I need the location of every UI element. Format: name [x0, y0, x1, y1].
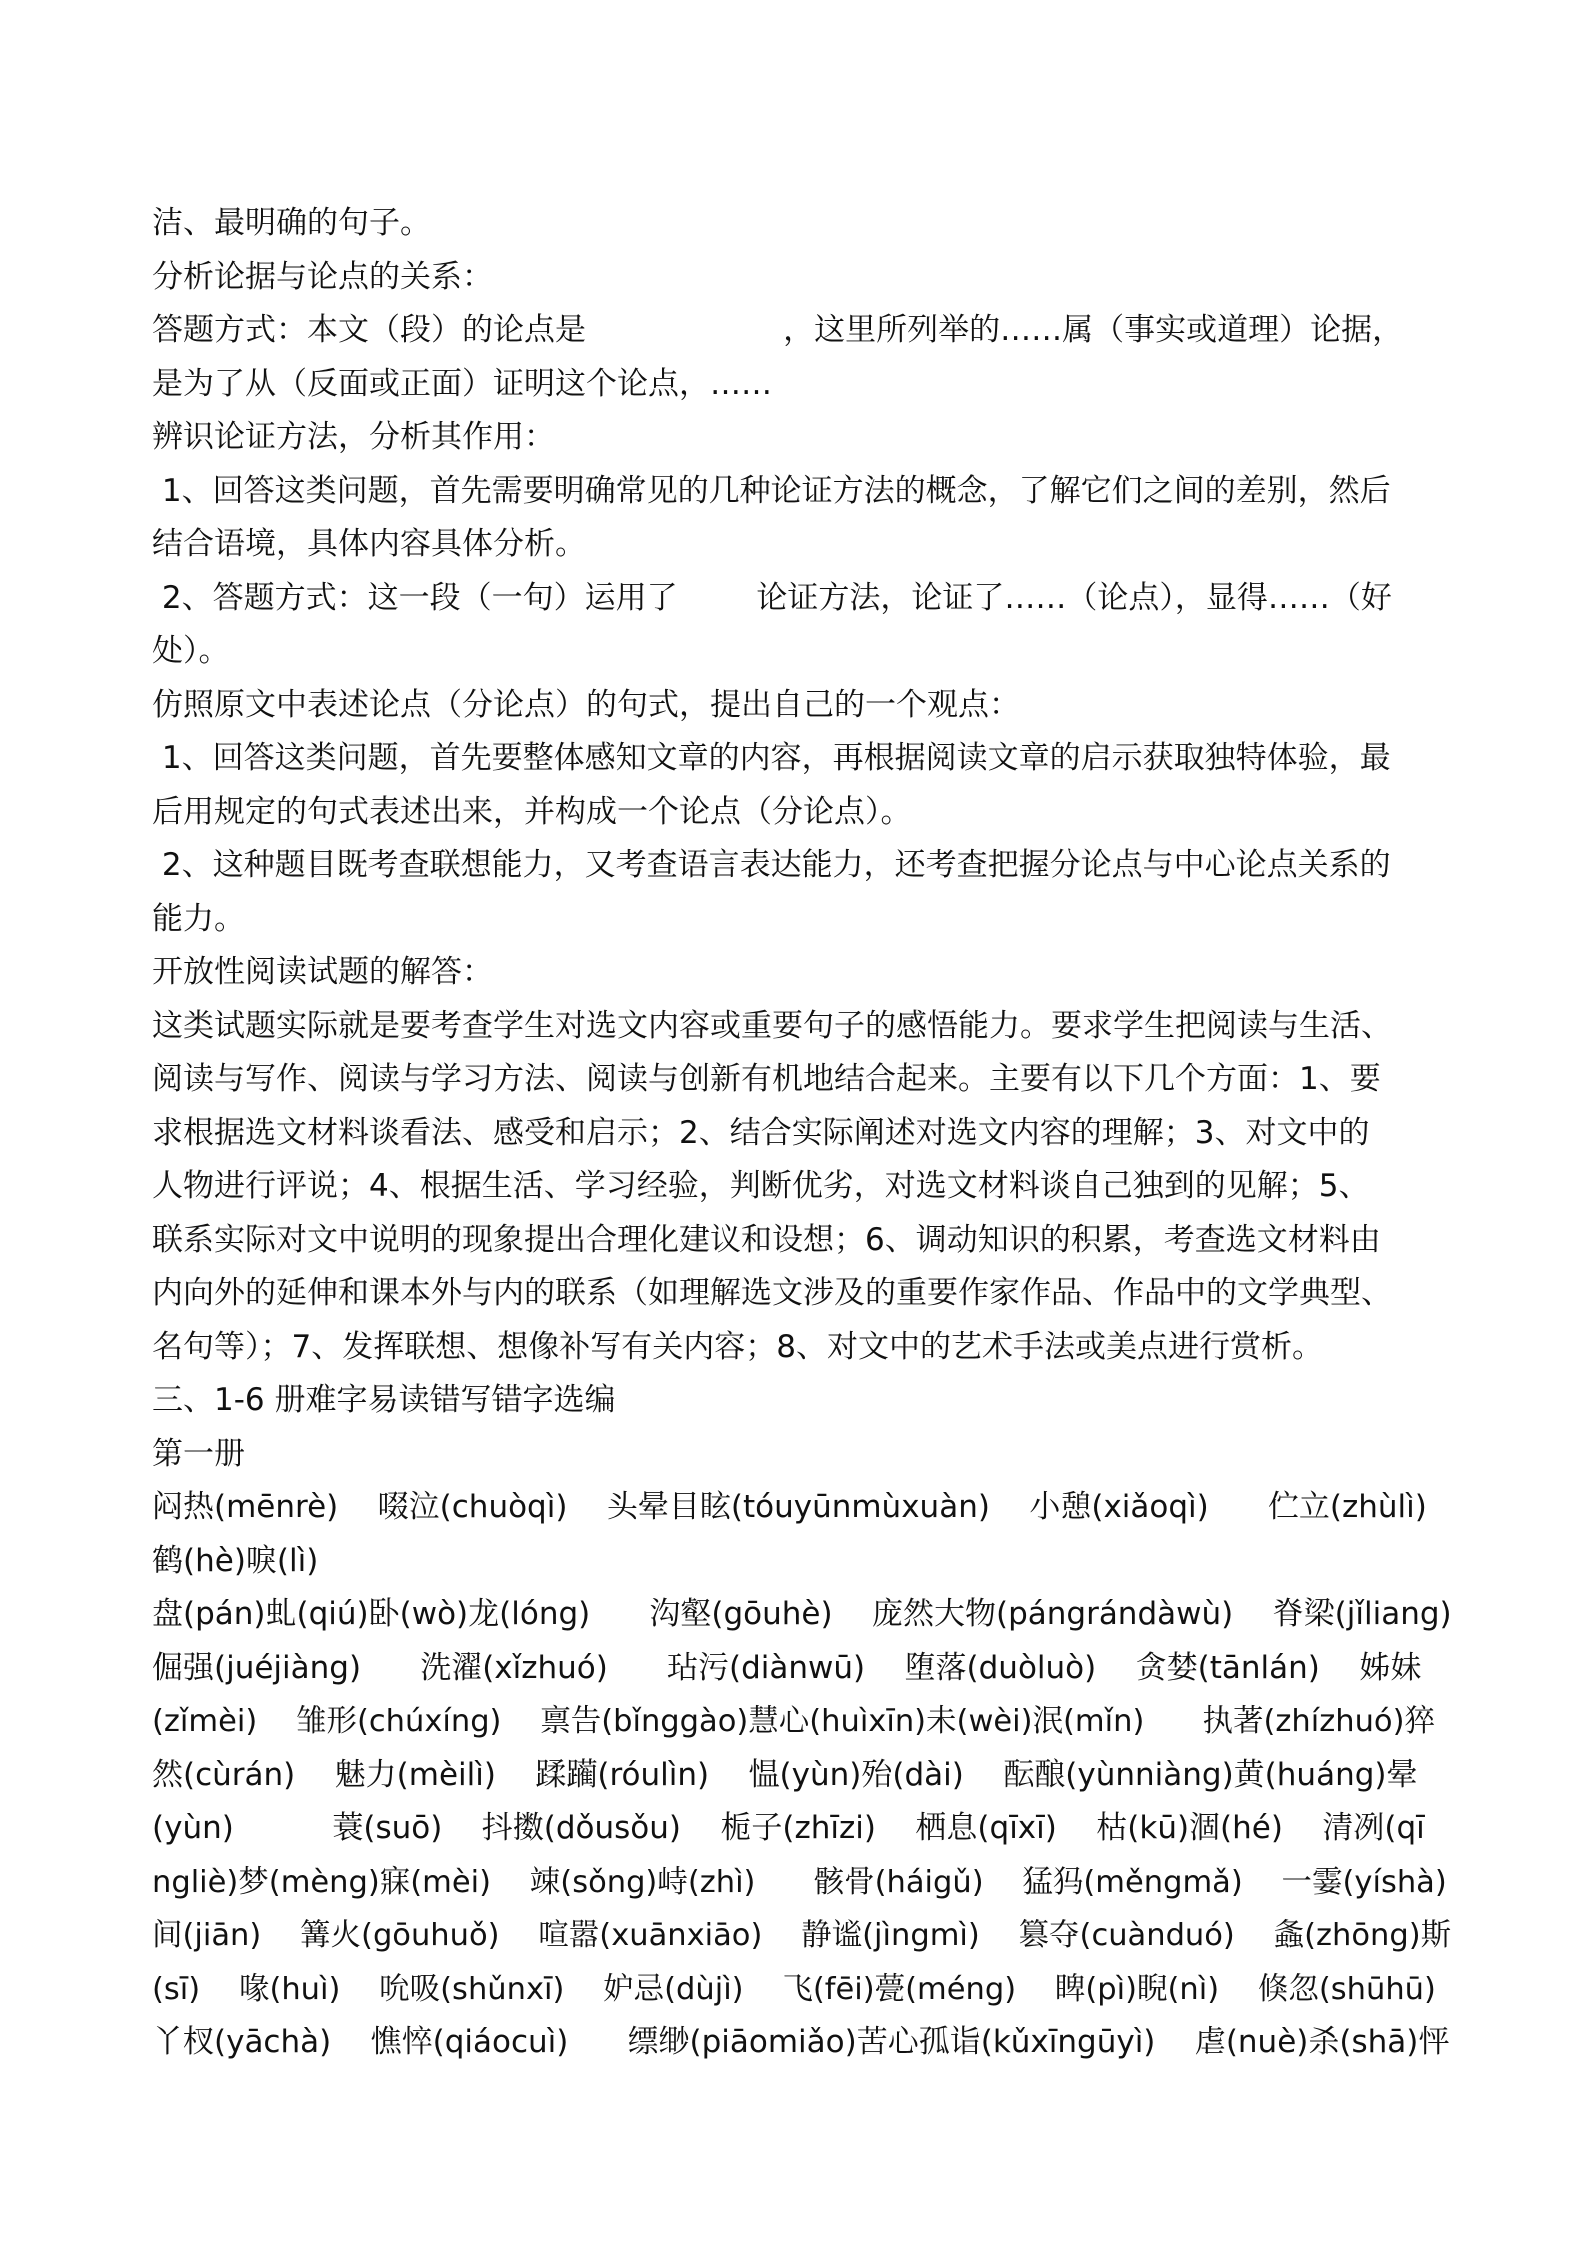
text-line: 后用规定的句式表述出来，并构成一个论点（分论点）。 — [152, 793, 912, 830]
vocab-line: ngliè)梦(mèng)寐(mèi) 竦(sǒng)峙(zhì) 骸骨(háigǔ) 猛犸(měngmǎ) 一霎(yíshà) — [152, 1864, 1447, 1900]
text-line: 2、这种题目既考查联想能力，又考查语言表达能力，还考查把握分论点与中心论点关系的 — [152, 847, 1391, 883]
text-line: 这类试题实际就是要考查学生对选文内容或重要句子的感悟能力。要求学生把阅读与生活、 — [152, 1007, 1392, 1044]
section-heading: 仿照原文中表述论点（分论点）的句式，提出自己的一个观点： — [152, 686, 1020, 723]
text-line: 处）。 — [152, 633, 230, 669]
section-heading: 三、1-6 册难字易读错写错字选编 — [152, 1382, 616, 1418]
subsection-heading: 第一册 — [152, 1435, 245, 1472]
document-body — [152, 197, 1452, 2070]
section-heading: 开放性阅读试题的解答： — [152, 954, 493, 990]
text-line: 1、回答这类问题，首先需要明确常见的几种论证方法的概念，了解它们之间的差别，然后 — [152, 472, 1391, 509]
text-line: 能力。 — [152, 900, 245, 937]
text-line: 求根据选文材料谈看法、感受和启示；2、结合实际阐述对选文内容的理解；3、对文中的 — [152, 1114, 1370, 1151]
text-line: 结合语境，具体内容具体分析。 — [152, 526, 586, 562]
text-line: 名句等）；7、发挥联想、想像补写有关内容；8、对文中的艺术手法或美点进行赏析。 — [152, 1328, 1323, 1365]
text-line: 人物进行评说；4、根据生活、学习经验，判断优劣，对选文材料谈自己独到的见解；5、 — [152, 1168, 1370, 1204]
vocab-line: (sī) 喙(huì) 吮吸(shǔnxī) 妒忌(dùjì) 飞(fēi)甍(méng) 睥(pì)睨(nì) 倏忽(shūhū) — [152, 1971, 1436, 2007]
vocab-line: 盘(pán)虬(qiú)卧(wò)龙(lóng) 沟壑(gōuhè) 庞然大物(pángrándàwù) 脊梁(jǐliang) — [152, 1596, 1452, 1632]
vocab-line: 丫杈(yāchà) 憔悴(qiáocuì) 缥缈(piāomiǎo)苦心孤诣(kǔxīngūyì) 虐(nuè)杀(shā)怦 — [152, 2024, 1450, 2060]
text-line: 阅读与写作、阅读与学习方法、阅读与创新有机地结合起来。主要有以下几个方面：1、要 — [152, 1061, 1381, 1097]
vocab-line: (yùn) 蓑(suō) 抖擞(dǒusǒu) 栀子(zhīzi) 栖息(qīxī) 枯(kū)涸(hé) 清冽(qī — [152, 1810, 1425, 1846]
vocab-line: 闷热(mēnrè) 啜泣(chuòqì) 头晕目眩(tóuyūnmùxuàn) 小憩(xiǎoqì) 伫立(zhùlì) — [152, 1489, 1427, 1525]
text-line: 内向外的延伸和课本外与内的联系（如理解选文涉及的重要作家作品、作品中的文学典型、 — [152, 1275, 1392, 1311]
vocab-line: 然(cùrán) 魅力(mèilì) 蹂躏(róulìn) 愠(yùn)殆(dài) 酝酿(yùnniàng)黄(huáng)晕 — [152, 1756, 1418, 1793]
vocab-line: 间(jiān) 篝火(gōuhuǒ) 喧嚣(xuānxiāo) 静谧(jìngmì) 篡夺(cuànduó) 螽(zhōng)斯 — [152, 1918, 1452, 1953]
vocab-line: (zǐmèi) 雏形(chúxíng) 禀告(bǐnggào)慧心(huìxīn)未(wèi)泯(mǐn) 执著(zhízhuó)猝 — [152, 1704, 1435, 1739]
text-line: 1、回答这类问题，首先要整体感知文章的内容，再根据阅读文章的启示获取独特体验，最 — [152, 740, 1391, 776]
text-line: 答题方式：本文（段）的论点是 ，这里所列举的……属（事实或道理）论据， — [152, 312, 1404, 348]
vocab-line: 倔强(juéjiàng) 洗濯(xǐzhuó) 玷污(diànwū) 堕落(duòluò) 贪婪(tānlán) 姊妹 — [152, 1649, 1422, 1686]
text-line: 联系实际对文中说明的现象提出合理化建议和设想；6、调动知识的积累，考查选文材料由 — [152, 1221, 1381, 1258]
text-line: 是为了从（反面或正面）证明这个论点，…… — [152, 365, 772, 402]
text-line: 2、答题方式：这一段（一句）运用了 论证方法，论证了……（论点），显得……（好 — [152, 579, 1392, 616]
vocab-line: 鹤(hè)唳(lì) — [152, 1542, 319, 1579]
text-line: 洁、最明确的句子。 — [152, 205, 431, 241]
section-heading: 分析论据与论点的关系： — [152, 258, 493, 295]
section-heading: 辨识论证方法，分析其作用： — [152, 419, 555, 455]
